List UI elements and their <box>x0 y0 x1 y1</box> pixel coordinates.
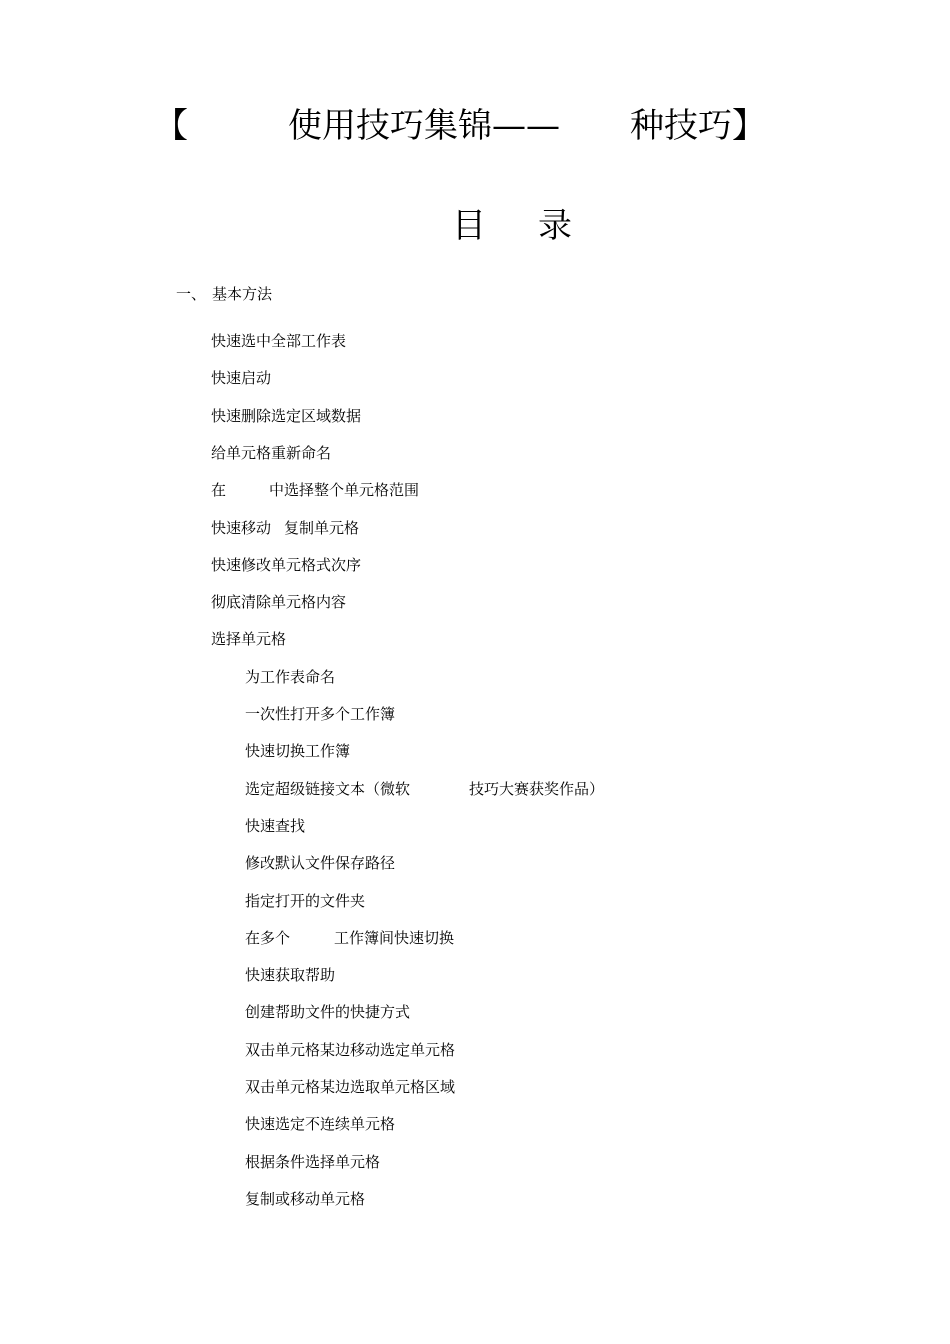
toc-entry-text: 快速修改单元格式次序 <box>211 556 362 574</box>
toc-entry <box>245 1077 745 1097</box>
toc-entry-text: 根据条件选择单元格 <box>245 1153 381 1171</box>
section-label: 基本方法 <box>212 285 273 303</box>
toc-entry-text: 在多个 <box>245 929 291 947</box>
toc-entry-text: 修改默认文件保存路径 <box>245 854 396 872</box>
section-heading <box>176 284 272 304</box>
toc-entry <box>245 1002 745 1022</box>
title-open-bracket: 【 <box>154 106 188 146</box>
toc-entry <box>245 1152 745 1172</box>
toc-entry-text: 快速选中全部工作表 <box>211 332 347 350</box>
toc-entry-text: 复制或移动单元格 <box>245 1190 366 1208</box>
toc-entry-text: 给单元格重新命名 <box>211 444 332 462</box>
toc-entry-text: 双击单元格某边选取单元格区域 <box>245 1078 456 1096</box>
toc-entry <box>245 1189 745 1209</box>
toc-entry-text: 选定超级链接文本（微软 <box>245 780 411 798</box>
toc-entry <box>245 928 745 948</box>
title-main-text: 使用技巧集锦—— <box>288 106 560 146</box>
toc-heading-left: 目 <box>452 206 486 246</box>
toc-entry <box>211 331 711 351</box>
toc-heading <box>0 204 950 248</box>
toc-entry-text: 快速获取帮助 <box>245 966 336 984</box>
toc-entry-text: 快速查找 <box>245 817 306 835</box>
toc-entry <box>211 406 711 426</box>
toc-entry-text: 快速移动 <box>211 519 272 537</box>
toc-entry-text: 创建帮助文件的快捷方式 <box>245 1003 411 1021</box>
toc-entry-text: 选择单元格 <box>211 630 287 648</box>
toc-entry-text: 快速选定不连续单元格 <box>245 1115 396 1133</box>
toc-entry-text: 快速删除选定区域数据 <box>211 407 362 425</box>
toc-entry-text: 一次性打开多个工作簿 <box>245 705 396 723</box>
toc-entry <box>211 480 711 500</box>
toc-entry <box>245 853 745 873</box>
toc-entry <box>245 965 745 985</box>
toc-entry <box>211 518 711 538</box>
toc-entry-text: 中选择整个单元格范围 <box>269 481 420 499</box>
toc-entry <box>245 1040 745 1060</box>
toc-entry-text: 在 <box>211 481 227 499</box>
document-title <box>0 104 950 148</box>
toc-entry-text: 双击单元格某边移动选定单元格 <box>245 1041 456 1059</box>
toc-entry-text: 为工作表命名 <box>245 668 336 686</box>
toc-entry-text: 快速切换工作簿 <box>245 742 351 760</box>
toc-entry <box>245 779 745 799</box>
toc-heading-right: 录 <box>538 206 572 246</box>
toc-entry-text: 复制单元格 <box>284 519 360 537</box>
toc-entry <box>245 667 745 687</box>
toc-entry <box>211 629 711 649</box>
toc-entry <box>211 555 711 575</box>
toc-entry <box>245 1114 745 1134</box>
toc-entry <box>245 816 745 836</box>
toc-entry <box>211 592 711 612</box>
toc-entry-text: 快速启动 <box>211 369 272 387</box>
toc-entry <box>245 891 745 911</box>
toc-entry <box>245 741 745 761</box>
toc-entry-text: 技巧大赛获奖作品） <box>469 780 605 798</box>
title-end-text: 种技巧】 <box>630 106 766 146</box>
toc-entry <box>211 368 711 388</box>
section-number: 一、 <box>176 285 207 303</box>
toc-entry-text: 指定打开的文件夹 <box>245 892 366 910</box>
toc-entry-text: 彻底清除单元格内容 <box>211 593 347 611</box>
toc-entry <box>211 443 711 463</box>
toc-entry <box>245 704 745 724</box>
toc-entry-text: 工作簿间快速切换 <box>334 929 455 947</box>
